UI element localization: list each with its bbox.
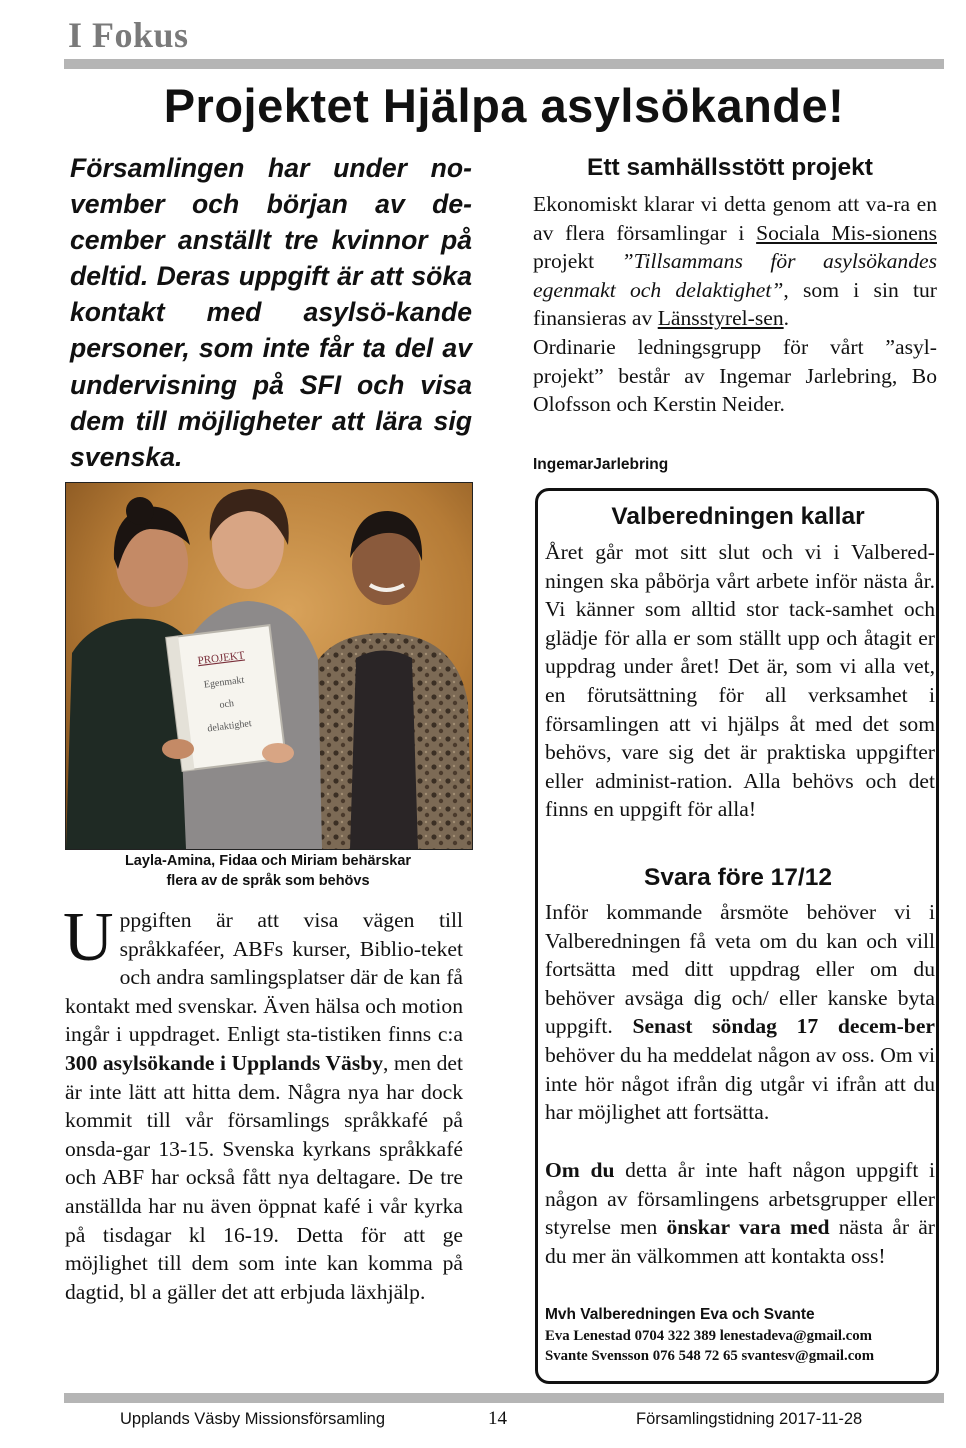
top-rule [64, 59, 944, 69]
box-deadline: Senast söndag 17 decem-ber [632, 1014, 935, 1039]
box-contact-2: Svante Svensson 076 548 72 65 svantesv@gmail.com [545, 1348, 875, 1364]
footer-page-number: 14 [488, 1408, 507, 1429]
book-line-4: delaktighet [206, 718, 253, 735]
right-paragraph-1 [533, 190, 937, 333]
box-contact-1: Eva Lenestad 0704 322 389 lenestadeva@gmail.com [545, 1328, 872, 1344]
footer-right: Församlingstidning 2017-11-28 [636, 1410, 863, 1428]
box-p2-text-2: behöver du ha meddelat någon av oss. Om vi inte hör något ifrån dig utgår vi ifrån att du har möjlighet att fortsätta. [545, 1042, 935, 1125]
sociala-missionen-link: Sociala Mis-sionens [756, 220, 937, 245]
box-p3-bold-2: önskar vara med [666, 1215, 830, 1240]
right-text-4: . [783, 306, 790, 331]
lansstyrelsen-link: Länsstyrel-sen [657, 306, 784, 331]
box-p3-text-2: nästa år är du mer än välkommen att kontakta oss! [545, 1215, 935, 1268]
box-paragraph-2 [545, 898, 935, 1127]
right-text-3: , som i sin tur finansieras av [533, 277, 937, 331]
box-signature: Mvh Valberedningen Eva och Svante [545, 1306, 815, 1323]
right-article-body [533, 190, 937, 419]
right-text-2: projekt [533, 249, 622, 274]
box-heading-1: Valberedningen kallar [611, 503, 865, 530]
left-body-text-2: , men det är inte lätt att hitta dem. Några nya har dock kommit till vår församlings språkkafé på onsda-gar 13-15. Svenska kyrkans språkkafé och ABF har också fått nya deltagare. De tre anställda har nu även öppnat kafé i vår kyrka på tisdagar kl 16-19. Detta för att ge möjlighet till dem som inte kan komma på dagtid, bl a gäller det att erbjuda läxhjälp. [65, 1050, 463, 1304]
drop-cap: U [63, 899, 114, 976]
section-label: I Fokus [68, 15, 189, 55]
caption-line-1: Layla-Amina, Fidaa och Miriam behärskar [124, 853, 412, 869]
book-line-3: och [218, 698, 235, 711]
left-article-body [63, 899, 463, 1306]
right-heading: Ett samhällsstött projekt [587, 154, 873, 181]
box-p3-text-1: detta år inte haft någon uppgift i någon av församlingens arbetsgrupper eller styrelse men [545, 1158, 935, 1240]
box-paragraph-1: Året går mot sitt slut och vi i Valbered-ningen ska påbörja vårt arbete inför nästa år. Vi känner som alltid stor tack-samhet och glädje för alla er som ställt upp och åtagit er uppdrag under året! Det är, som vi alla vet, en förutsättning för all verksamhet i församlingen att vi hjälps åt med det som behövs, vare sig det är praktiska uppgifter eller administ-ration. Alla behövs och det finns en uppgift för alla! [545, 540, 935, 822]
bottom-rule [64, 1393, 944, 1403]
left-body-text-1: ppgiften är att visa vägen till språkkaféer, ABFs kurser, Biblio-teket och andra samlingsplatser där de kan få kontakt med svenskar. Även hälsa och motion ingår i uppdraget. Enligt sta-tistiken finns c:a [65, 908, 463, 1047]
footer-left: Upplands Väsby Missionsförsamling [120, 1410, 386, 1428]
box-p3-bold-1: Om du [545, 1158, 615, 1182]
book-line-2: Egenmakt [203, 674, 245, 691]
box-p2-text-1: Inför kommande årsmöte behöver vi i Valberedningen få veta om du kan och vill fortsätta med ditt uppdrag eller om du behöver avsäga dig och/ eller kanske byta uppgift. [545, 900, 935, 1039]
caption-line-2: flera av de språk som behövs [166, 872, 370, 889]
box-paragraph-3 [545, 1156, 935, 1270]
photo-illustration [66, 483, 472, 849]
left-body-bold: 300 asylsökande i Upplands Väsby [65, 1050, 384, 1075]
lead-paragraph: Församlingen har under no-vember och början av de-cember anställt tre kvinnor på deltid. Deras uppgift är att söka kontakt med asylsö-kande personer, som inte får ta del av undervisning på SFI och visa dem till möjligheter att lära sig svenska. [70, 153, 472, 472]
right-signature: IngemarJarlebring [533, 456, 669, 473]
book-line-1: PROJEKT [197, 649, 246, 668]
photo-caption [65, 852, 471, 891]
photo [65, 482, 473, 850]
project-name: ”Tillsammans för asylsökandes egenmakt och delaktighet” [533, 249, 937, 302]
headline: Projektet Hjälpa asylsökande! [163, 79, 845, 132]
right-text-1: Ekonomiskt klarar vi detta genom att va-ra en av flera församlingar i [533, 192, 937, 245]
right-paragraph-2: Ordinarie ledningsgrupp för vårt ”asyl-projekt” består av Ingemar Jarlebring, Bo Olofsson och Kerstin Neider. [533, 334, 937, 417]
box-heading-2: Svara före 17/12 [644, 864, 832, 891]
